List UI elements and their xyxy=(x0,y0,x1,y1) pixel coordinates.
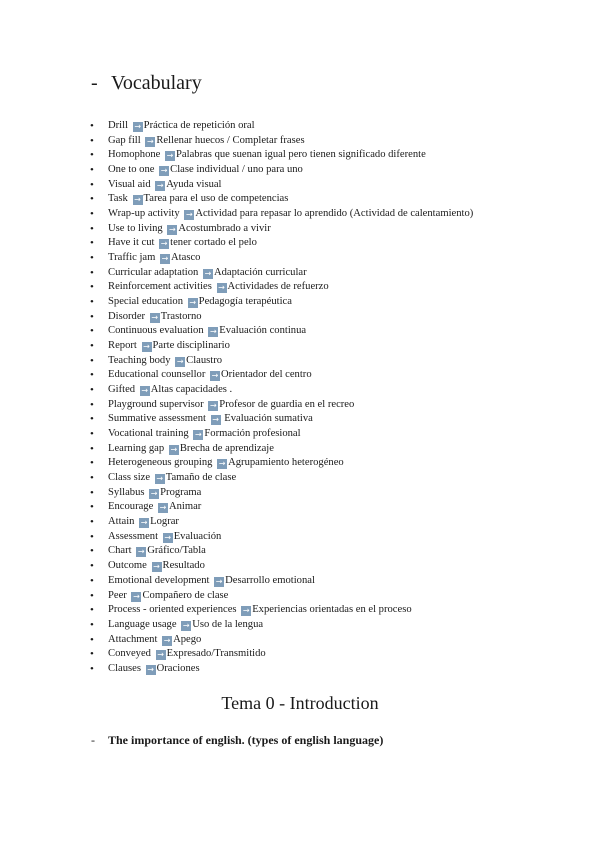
vocab-item xyxy=(108,618,473,633)
arrow-right-icon: → xyxy=(166,151,174,161)
vocab-translation: Parte disciplinario xyxy=(152,340,230,352)
arrow-right-icon: → xyxy=(169,224,176,234)
arrow-right-icon: → xyxy=(133,591,140,601)
vocabulary-list xyxy=(108,119,473,677)
vocab-item xyxy=(108,266,473,281)
vocab-translation: Gráfico/Tabla xyxy=(147,545,206,557)
arrow-right-icon: → xyxy=(195,430,202,440)
arrow-right-icon: → xyxy=(153,562,160,572)
arrow-right-icon: → xyxy=(151,312,159,322)
vocab-translation: Compañero de clase xyxy=(142,589,229,601)
arrow-right-icon: → xyxy=(160,239,168,249)
vocab-term: Homophone xyxy=(108,149,161,161)
vocab-term: Conveyed xyxy=(108,648,151,660)
vocab-item xyxy=(108,471,473,486)
vocab-item xyxy=(108,544,473,559)
vocab-item xyxy=(108,119,473,134)
vocab-term: Process - oriented experiences xyxy=(108,604,237,616)
vocab-term: Vocational training xyxy=(108,428,189,440)
vocab-item xyxy=(108,383,473,398)
vocab-translation: tener cortado el pelo xyxy=(170,237,257,249)
vocab-term: Use to living xyxy=(108,222,163,234)
vocab-term: Language usage xyxy=(108,618,177,630)
arrow-right-icon: → xyxy=(143,342,150,352)
vocab-item xyxy=(108,295,473,310)
vocab-term: Summative assessment xyxy=(108,413,206,425)
vocab-translation: Oraciones xyxy=(156,662,200,674)
vocab-term: Curricular adaptation xyxy=(108,266,199,278)
vocab-term: Learning gap xyxy=(108,442,165,454)
arrow-right-icon: → xyxy=(176,356,184,366)
vocab-item xyxy=(108,662,473,677)
vocab-item xyxy=(108,236,473,251)
vocab-translation: Programa xyxy=(160,486,202,498)
vocab-term: Report xyxy=(108,340,137,352)
vocab-item xyxy=(108,515,473,530)
arrow-right-icon: → xyxy=(209,327,217,337)
vocab-item xyxy=(108,178,473,193)
vocab-item xyxy=(108,339,473,354)
vocab-translation: Animar xyxy=(168,501,202,513)
vocab-item xyxy=(108,442,473,457)
vocab-translation: Agrupamiento heterogéneo xyxy=(228,457,344,469)
vocab-item xyxy=(108,427,473,442)
vocab-item xyxy=(108,500,473,515)
arrow-right-icon: → xyxy=(185,210,193,220)
vocab-translation: Actividad para repasar lo aprendido (Actividad de calentamiento) xyxy=(195,208,474,220)
vocab-item xyxy=(108,368,473,383)
vocab-item xyxy=(108,589,473,604)
section-heading xyxy=(91,72,202,95)
vocab-translation: Trastorno xyxy=(160,310,202,322)
vocab-term: Playground supervisor xyxy=(108,398,204,410)
vocab-item xyxy=(108,412,473,427)
vocab-term: Wrap-up activity xyxy=(108,208,180,220)
arrow-right-icon: → xyxy=(164,532,172,542)
arrow-right-icon: → xyxy=(204,268,212,278)
vocab-term: Heterogeneous grouping xyxy=(108,457,213,469)
arrow-right-icon: → xyxy=(161,254,169,264)
vocab-term: Assessment xyxy=(108,530,159,542)
vocab-term: Syllabus xyxy=(108,486,145,498)
vocab-term: Chart xyxy=(108,545,132,557)
vocab-translation: Brecha de aprendizaje xyxy=(179,442,274,454)
arrow-right-icon: → xyxy=(211,371,219,381)
vocab-item xyxy=(108,207,473,222)
vocab-translation: Acostumbrado a vivir xyxy=(178,222,271,234)
vocab-translation: Actividades de refuerzo xyxy=(227,281,329,293)
vocab-translation: Práctica de repetición oral xyxy=(143,120,255,131)
section-title: Vocabulary xyxy=(111,72,202,94)
vocab-term: Attain xyxy=(108,516,135,528)
arrow-right-icon: → xyxy=(163,635,171,645)
section-dash: - xyxy=(91,72,98,94)
vocab-term: Special education xyxy=(108,296,184,308)
chapter-title: Tema 0 - Introduction xyxy=(221,693,379,713)
vocab-term: Educational counsellor xyxy=(108,369,206,381)
vocab-item xyxy=(108,559,473,574)
arrow-right-icon: → xyxy=(134,195,141,205)
vocab-translation: Expresado/Transmitido xyxy=(166,648,266,660)
vocab-item xyxy=(108,148,473,163)
arrow-right-icon: → xyxy=(146,136,154,146)
vocab-item xyxy=(108,134,473,149)
vocab-translation: Palabras que suenan igual pero tienen significado diferente xyxy=(176,149,426,161)
vocab-term: Class size xyxy=(108,472,151,484)
vocab-translation: Evaluación continua xyxy=(219,325,307,337)
vocab-term: Outcome xyxy=(108,560,147,572)
vocab-term: Teaching body xyxy=(108,354,171,366)
arrow-right-icon: → xyxy=(150,488,158,498)
vocab-term: One to one xyxy=(108,164,155,176)
vocab-translation: Altas capacidades . xyxy=(150,384,233,396)
vocab-translation: Desarrollo emotional xyxy=(225,574,315,586)
vocab-item xyxy=(108,398,473,413)
arrow-right-icon: → xyxy=(170,444,178,454)
arrow-right-icon: → xyxy=(242,606,250,616)
vocab-term: Clauses xyxy=(108,662,141,674)
vocab-item xyxy=(108,456,473,471)
vocab-item xyxy=(108,310,473,325)
vocab-item xyxy=(108,603,473,618)
vocab-translation: Tarea para el uso de competencias xyxy=(143,193,289,205)
vocab-translation: Apego xyxy=(173,633,202,645)
vocab-item xyxy=(108,647,473,662)
vocab-item xyxy=(108,574,473,589)
arrow-right-icon: → xyxy=(218,283,225,293)
arrow-right-icon: → xyxy=(147,664,154,674)
vocab-term: Traffic jam xyxy=(108,252,156,264)
arrow-right-icon: → xyxy=(189,298,197,308)
vocab-item xyxy=(108,486,473,501)
vocab-translation: Evaluación sumativa xyxy=(221,413,313,425)
vocab-term: Emotional development xyxy=(108,574,210,586)
vocab-translation: Resultado xyxy=(162,560,205,572)
arrow-right-icon: → xyxy=(160,166,168,176)
vocab-translation: Pedagogía terapéutica xyxy=(198,296,292,308)
vocab-translation: Claustro xyxy=(186,354,223,366)
vocab-item xyxy=(108,354,473,369)
arrow-right-icon: → xyxy=(137,547,145,557)
arrow-right-icon: → xyxy=(182,620,190,630)
vocab-term: Disorder xyxy=(108,310,146,322)
vocab-term: Attachment xyxy=(108,633,158,645)
arrow-right-icon: → xyxy=(218,459,226,469)
subsection-dash: - xyxy=(91,733,95,747)
vocab-translation: Profesor de guardia en el recreo xyxy=(219,398,355,410)
arrow-right-icon: → xyxy=(134,122,142,131)
vocab-term: Encourage xyxy=(108,501,154,513)
vocab-term: Continuous evaluation xyxy=(108,325,204,337)
vocab-item xyxy=(108,530,473,545)
arrow-right-icon: → xyxy=(156,180,164,190)
vocab-term: Drill xyxy=(108,120,129,131)
subsection-heading xyxy=(91,733,383,748)
arrow-right-icon: → xyxy=(157,650,164,660)
vocab-term: Peer xyxy=(108,589,127,601)
vocab-translation: Orientador del centro xyxy=(221,369,312,381)
vocab-item xyxy=(108,251,473,266)
arrow-right-icon: → xyxy=(212,415,219,425)
vocab-translation: Uso de la lengua xyxy=(192,618,264,630)
arrow-right-icon: → xyxy=(159,503,167,513)
vocab-term: Gifted xyxy=(108,384,136,396)
vocab-translation: Tamaño de clase xyxy=(165,472,237,484)
vocab-translation: Clase individual / uno para uno xyxy=(170,164,303,176)
vocab-translation: Formación profesional xyxy=(204,428,301,440)
vocab-item xyxy=(108,222,473,237)
vocab-item xyxy=(108,163,473,178)
arrow-right-icon: → xyxy=(141,386,149,396)
vocab-item xyxy=(108,324,473,339)
vocab-translation: Ayuda visual xyxy=(166,178,222,190)
vocab-term: Have it cut xyxy=(108,237,155,249)
vocab-translation: Evaluación xyxy=(173,530,222,542)
vocab-item xyxy=(108,192,473,207)
vocab-translation: Adaptación curricular xyxy=(213,266,307,278)
vocab-term: Gap fill xyxy=(108,134,141,146)
subsection-title: The importance of english. (types of english language) xyxy=(108,733,384,747)
arrow-right-icon: → xyxy=(156,474,164,484)
vocab-translation: Rellenar huecos / Completar frases xyxy=(156,134,305,146)
vocab-term: Reinforcement activities xyxy=(108,281,212,293)
vocab-translation: Experiencias orientadas en el proceso xyxy=(252,604,412,616)
vocab-translation: Atasco xyxy=(171,252,201,264)
vocab-item xyxy=(108,633,473,648)
arrow-right-icon: → xyxy=(209,400,217,410)
arrow-right-icon: → xyxy=(215,576,223,586)
vocab-term: Task xyxy=(108,193,128,205)
vocab-translation: Lograr xyxy=(150,516,179,528)
vocab-item xyxy=(108,280,473,295)
arrow-right-icon: → xyxy=(140,518,148,528)
vocab-term: Visual aid xyxy=(108,178,151,190)
